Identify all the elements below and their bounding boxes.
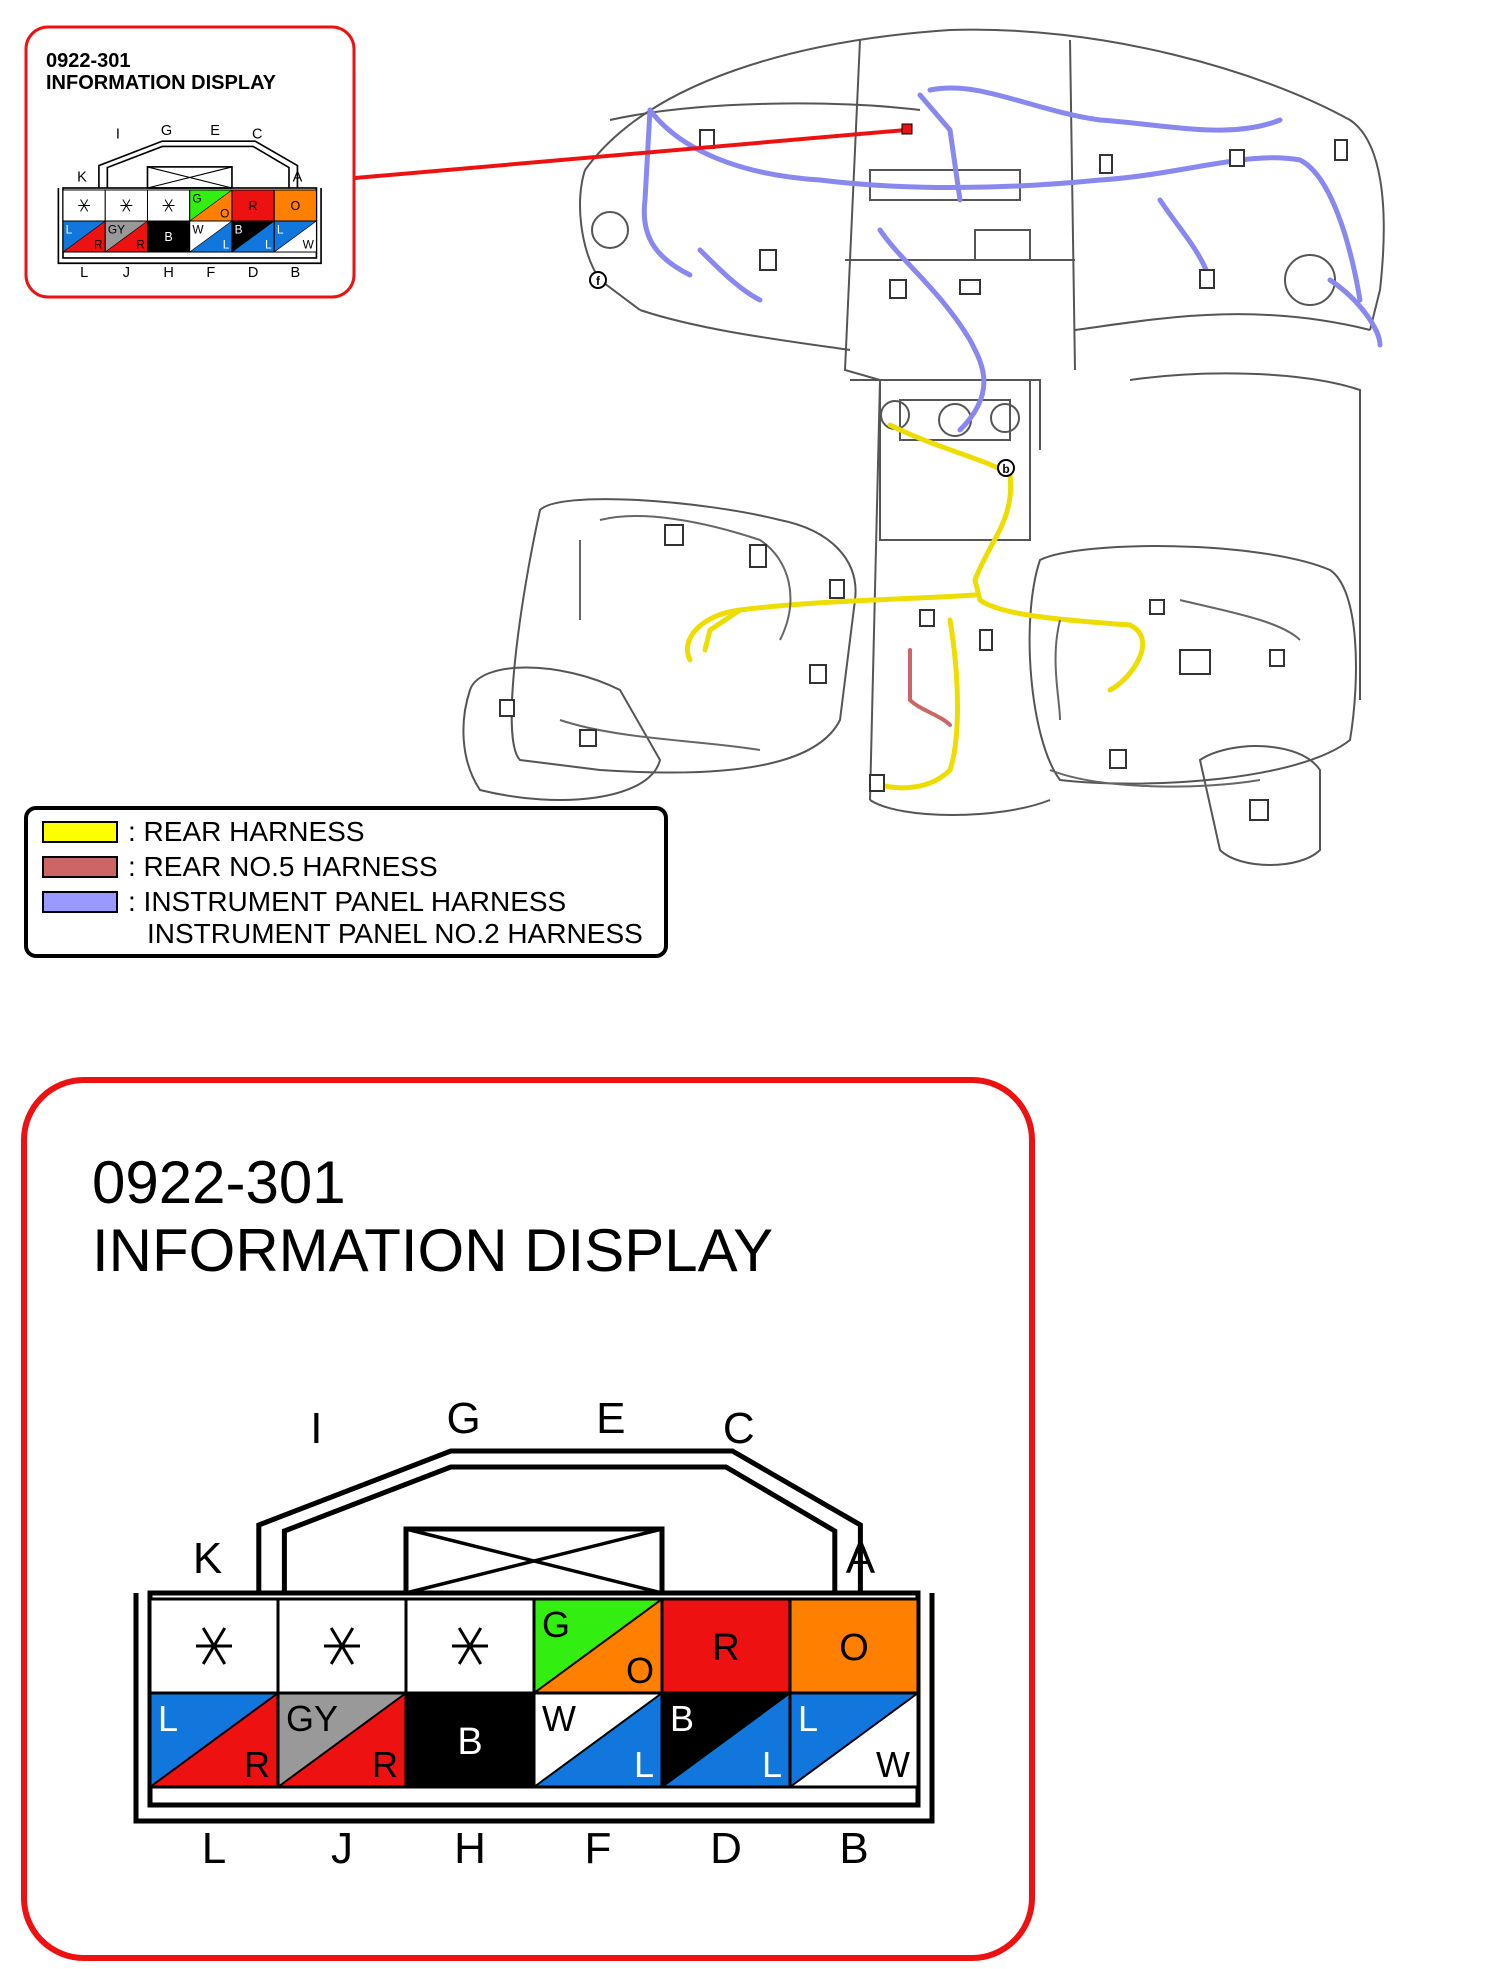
connector-pin-K — [63, 190, 105, 221]
pin-label-K: K — [192, 1534, 223, 1583]
connector-pin-L — [150, 1693, 278, 1787]
connector-pin-L — [63, 221, 105, 252]
wire-stripe-code: R — [136, 237, 145, 252]
connector-pin-J — [105, 221, 147, 252]
connector-pin-D — [232, 221, 274, 252]
pin-label-I: I — [115, 126, 120, 143]
legend-item-rear-no5-harness — [42, 853, 438, 881]
pin-label-C: C — [252, 126, 263, 143]
connector-pin-J — [278, 1693, 406, 1787]
wire-stripe-code: R — [244, 1744, 270, 1785]
connector-pin-E — [190, 190, 232, 221]
legend-extra-line: INSTRUMENT PANEL NO.2 HARNESS — [147, 918, 643, 949]
wire-color-code: O — [839, 1627, 869, 1669]
connector-pin-E — [534, 1599, 662, 1693]
legend-item-instrument-panel-harness — [42, 888, 566, 916]
connector-pin-A — [274, 190, 316, 221]
pin-label-I: I — [310, 1404, 323, 1453]
connector-pin-F — [190, 221, 232, 252]
connector-pin-C — [662, 1599, 790, 1693]
pin-label-E: E — [210, 123, 220, 140]
pin-label-A: A — [845, 1534, 876, 1583]
instrument-panel-harness-route — [644, 88, 1380, 430]
wire-color-code: GY — [286, 1698, 339, 1739]
connector-pin-D — [662, 1693, 790, 1787]
small-connector-diagram — [58, 123, 321, 281]
pin-label-H: H — [454, 1824, 486, 1873]
connector-pin-B — [790, 1693, 918, 1787]
marker-b-label: b — [1002, 462, 1010, 476]
connector-hood-outer — [99, 141, 298, 188]
pin-label-B: B — [290, 265, 301, 282]
pin-label-E: E — [596, 1394, 626, 1443]
wire-color-code: O — [290, 199, 301, 214]
pin-label-K: K — [77, 169, 87, 186]
pin-label-G: G — [446, 1394, 481, 1443]
wire-color-code: W — [542, 1698, 576, 1739]
large-connector-diagram — [136, 1394, 932, 1873]
wire-color-code: GY — [107, 222, 126, 237]
connector-pin-K — [150, 1599, 278, 1693]
wire-color-code: R — [248, 199, 258, 214]
wire-stripe-code: O — [220, 206, 230, 221]
connector-pin-G — [147, 190, 189, 221]
legend-swatch-instrument-panel-harness — [42, 891, 118, 913]
wire-color-code: B — [457, 1721, 483, 1763]
large-callout-name: INFORMATION DISPLAY — [92, 1217, 774, 1284]
wire-stripe-code: L — [761, 1744, 782, 1785]
callout-pointer-target — [902, 124, 912, 134]
wire-color-code: L — [276, 222, 284, 237]
wire-color-code: B — [164, 230, 173, 245]
pin-label-B: B — [839, 1824, 869, 1873]
wire-color-code: L — [65, 222, 73, 237]
connector-hood-outer — [259, 1451, 861, 1593]
connector-pin-B — [274, 221, 316, 252]
wire-color-code: W — [192, 222, 204, 237]
wire-color-code: R — [712, 1627, 740, 1669]
pin-label-C: C — [722, 1404, 755, 1453]
pin-label-J: J — [122, 265, 130, 282]
pin-label-F: F — [206, 265, 216, 282]
pin-label-J: J — [331, 1824, 353, 1873]
wire-color-code: B — [234, 222, 243, 237]
small-callout-name: INFORMATION DISPLAY — [46, 72, 277, 94]
connector-pin-I — [278, 1599, 406, 1693]
connector-pin-H — [147, 221, 189, 252]
wire-stripe-code: R — [372, 1744, 398, 1785]
wire-color-code: L — [798, 1698, 819, 1739]
connector-pin-G — [406, 1599, 534, 1693]
rear-harness-route — [687, 425, 1142, 788]
wire-color-code: G — [192, 191, 202, 206]
wire-stripe-code: L — [633, 1744, 654, 1785]
pin-label-D: D — [710, 1824, 742, 1873]
legend-label: : INSTRUMENT PANEL HARNESS — [128, 886, 567, 917]
pin-label-H: H — [163, 265, 174, 282]
callout-pointer-line — [355, 130, 906, 178]
wire-stripe-code: W — [302, 237, 314, 252]
connector-pin-C — [232, 190, 274, 221]
connector-pin-H — [406, 1693, 534, 1787]
legend-item-rear-harness — [42, 818, 365, 846]
connector-pin-A — [790, 1599, 918, 1693]
connector-pin-F — [534, 1693, 662, 1787]
connector-pin-I — [105, 190, 147, 221]
large-callout-code: 0922-301 — [92, 1149, 346, 1216]
legend-swatch-rear-harness — [42, 821, 118, 843]
wire-color-code: L — [158, 1698, 179, 1739]
pin-label-L: L — [80, 265, 89, 282]
wire-color-code: G — [542, 1604, 571, 1645]
pin-label-A: A — [292, 169, 303, 186]
pin-label-D: D — [247, 265, 259, 282]
wire-stripe-code: W — [876, 1744, 910, 1785]
wire-stripe-code: R — [94, 237, 103, 252]
legend-swatch-rear-no5-harness — [42, 856, 118, 878]
marker-f-label: f — [596, 274, 600, 288]
legend-label: : REAR NO.5 HARNESS — [128, 851, 438, 882]
small-callout-code: 0922-301 — [46, 50, 131, 72]
pin-label-L: L — [201, 1824, 227, 1873]
wire-stripe-code: O — [625, 1650, 654, 1691]
pin-label-F: F — [584, 1824, 612, 1873]
wire-color-code: B — [670, 1698, 695, 1739]
pin-label-G: G — [160, 123, 173, 140]
wire-stripe-code: L — [222, 237, 230, 252]
legend-label: : REAR HARNESS — [128, 816, 365, 847]
rear-no5-harness-route — [910, 650, 950, 725]
wire-stripe-code: L — [264, 237, 272, 252]
